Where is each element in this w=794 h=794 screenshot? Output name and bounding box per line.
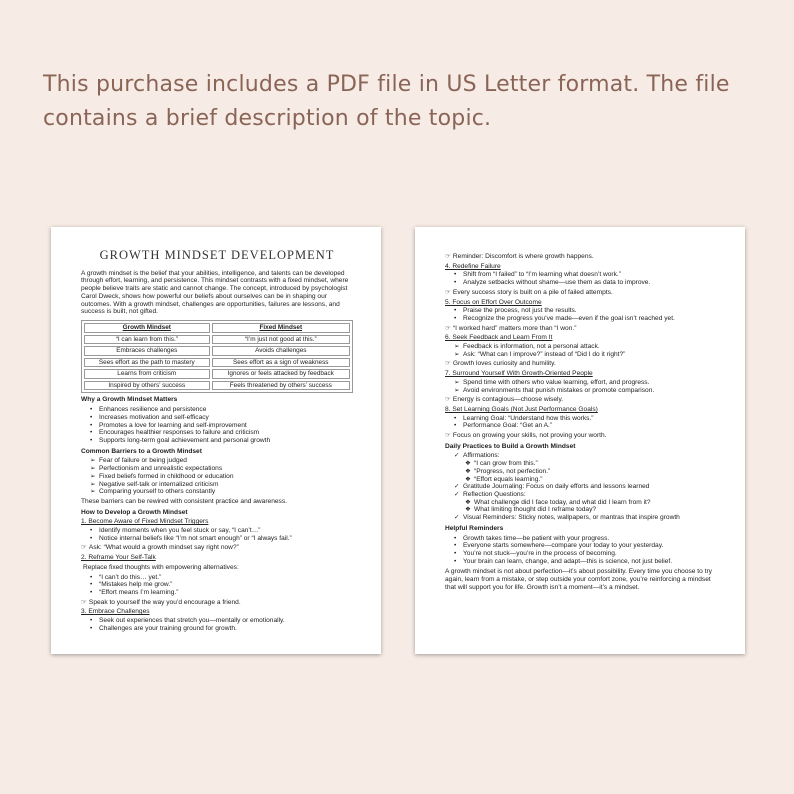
tip: ☞ Every success story is built on a pile of failed attempts. xyxy=(445,288,613,296)
section-heading-daily: Daily Practices to Build a Growth Mindset xyxy=(445,442,576,450)
diamond-icon: ❖ xyxy=(465,467,471,475)
list-item: ✓ Reflection Questions: ❖ What challenge did I face today, and what did I learn from it? ❖ What limiting thought did I reframe today? xyxy=(463,491,721,514)
intro-paragraph: A growth mindset is the belief that your abilities, intelligence, and talents can be developed through effort, learning, and persistence. This mindset contrasts with a fixed mindset, where people believe traits are static and cannot change. The concept, introduced by psychologist Carol Dweck, shows how powerful our beliefs about ourselves can be in shaping our outcomes. With a growth mindset, challenges are opportunities, failures are lessons, and success is built, not gifted. xyxy=(81,269,349,316)
list-item: ✓ Gratitude Journaling: Focus on daily efforts and lessons learned xyxy=(454,483,650,491)
tip: ☞ Ask: “What would a growth mindset say right now?” xyxy=(81,544,239,552)
table-cell: “I can learn from this.” xyxy=(84,335,210,345)
list-item: • Everyone starts somewhere—compare your today to your yesterday. xyxy=(454,542,664,550)
table-cell: Ignores or feels attacked by feedback xyxy=(212,369,350,379)
barriers-list xyxy=(81,457,353,496)
list-item: • Growth takes time—be patient with your progress. xyxy=(454,534,610,542)
table-row xyxy=(84,358,350,368)
list-item: • Supports long-term goal achievement and personal growth xyxy=(90,437,271,444)
list-item: • Identify moments when you feel stuck or say, “I can’t…” xyxy=(90,527,261,535)
list-item: • Recognize the progress you’ve made—even if the goal isn’t reached yet. xyxy=(454,314,675,322)
list-item: ❖ “I can grow from this.” xyxy=(465,460,538,468)
list-item: • Learning Goal: “Understand how this works.” xyxy=(454,414,594,422)
check-icon: ✓ xyxy=(454,490,460,498)
tip: ☞ Energy is contagious—choose wisely. xyxy=(445,396,564,404)
diamond-icon: ❖ xyxy=(465,475,471,483)
step-list xyxy=(445,343,721,358)
list-item: ➢ Ask: “What can I improve?” instead of “Did I do it right?” xyxy=(454,350,626,358)
list-item: • You’re not stuck—you’re in the process of becoming. xyxy=(454,549,617,557)
step-title: 8. Set Learning Goals (Not Just Performance Goals) xyxy=(445,405,598,413)
step-list xyxy=(445,415,721,430)
list-item: ❖ What limiting thought did I reframe today? xyxy=(465,506,597,514)
diamond-icon: ❖ xyxy=(465,498,471,506)
list-item: ➢ Fear of failure or being judged xyxy=(90,457,187,465)
list-item: • “Effort means I’m learning.” xyxy=(90,588,179,596)
step-title: 4. Redefine Failure xyxy=(445,262,501,270)
tip: ☞ Reminder: Discomfort is where growth happens. xyxy=(445,253,594,260)
list-item: • Performance Goal: “Get an A.” xyxy=(454,422,553,430)
list-item: ➢ Perfectionism and unrealistic expectations xyxy=(90,465,223,473)
table-row xyxy=(84,381,350,391)
table-cell: Sees effort as a sign of weakness xyxy=(212,358,350,368)
mindset-comparison-table xyxy=(81,320,353,394)
list-item: ✓ Visual Reminders: Sticky notes, wallpapers, or mantras that inspire growth xyxy=(454,514,680,522)
step-list xyxy=(445,307,721,322)
list-item: • Encourages healthier responses to failure and criticism xyxy=(90,429,260,437)
list-item: ❖ What challenge did I face today, and what did I learn from it? xyxy=(465,498,651,506)
tip: ☞ Speak to yourself the way you’d encourage a friend. xyxy=(81,598,241,606)
pointing-hand-icon: ☞ xyxy=(445,253,451,260)
list-item: ❖ “Effort equals learning.” xyxy=(465,475,543,483)
step-title: 6. Seek Feedback and Learn From It xyxy=(445,334,553,342)
list-item: • Shift from “I failed” to “I’m learning what doesn’t work.” xyxy=(454,271,621,279)
step-title: 5. Focus on Effort Over Outcome xyxy=(445,298,542,306)
table-row xyxy=(84,335,350,345)
section-heading-helpful: Helpful Reminders xyxy=(445,524,504,532)
table-row xyxy=(84,369,350,379)
step-list xyxy=(445,379,721,394)
affirmation-list xyxy=(463,460,721,483)
daily-list xyxy=(445,452,721,521)
list-item: • Notice internal beliefs like “I’m not smart enough” or “I always fail.” xyxy=(90,534,292,542)
step-title: 2. Reframe Your Self-Talk xyxy=(81,554,156,562)
pointing-hand-icon: ☞ xyxy=(81,598,87,606)
list-item: • Challenges are your training ground for growth. xyxy=(90,624,237,632)
pointing-hand-icon: ☞ xyxy=(445,360,451,368)
list-item: • Your brain can learn, change, and adapt—this is science, not just belief. xyxy=(454,557,673,565)
diamond-icon: ❖ xyxy=(465,460,471,468)
list-item: • Enhances resilience and persistence xyxy=(90,406,207,414)
barriers-note: These barriers can be rewired with consistent practice and awareness. xyxy=(81,497,287,505)
check-icon: ✓ xyxy=(454,483,460,491)
table-header-fixed: Fixed Mindset xyxy=(212,323,350,333)
table-cell: “I’m just not good at this.” xyxy=(212,335,350,345)
step-list xyxy=(445,271,721,286)
list-item: • Seek out experiences that stretch you—mentally or emotionally. xyxy=(90,617,285,625)
listing-description: This purchase includes a PDF file in US Letter format. The file contains a brief description of the topic. xyxy=(43,72,730,131)
list-item: ➢ Spend time with others who value learning, effort, and progress. xyxy=(454,378,650,386)
table-cell: Avoids challenges xyxy=(212,346,350,356)
why-list xyxy=(81,406,353,445)
step-list xyxy=(81,574,353,597)
section-heading-develop: How to Develop a Growth Mindset xyxy=(81,508,188,516)
table-row xyxy=(84,346,350,356)
table-cell: Inspired by others’ success xyxy=(84,381,210,391)
check-icon: ✓ xyxy=(454,514,460,522)
step-title: 1. Become Aware of Fixed Mindset Triggers xyxy=(81,518,209,526)
step-title: 7. Surround Yourself With Growth-Oriented People xyxy=(445,370,593,378)
list-item: • “I can’t do this… yet.” xyxy=(90,573,162,581)
check-icon: ✓ xyxy=(454,452,460,460)
diamond-icon: ❖ xyxy=(465,506,471,514)
document-title: GROWTH MINDSET DEVELOPMENT xyxy=(99,248,335,262)
list-item: • Praise the process, not just the results. xyxy=(454,307,577,315)
section-heading-why: Why a Growth Mindset Matters xyxy=(81,396,178,404)
table-cell: Learns from criticism xyxy=(84,369,210,379)
pointing-hand-icon: ☞ xyxy=(445,324,451,332)
list-item: ❖ “Progress, not perfection.” xyxy=(465,467,551,475)
pointing-hand-icon: ☞ xyxy=(81,544,87,552)
table-header-growth: Growth Mindset xyxy=(84,323,210,333)
pdf-page-1 xyxy=(51,227,381,654)
list-item: ➢ Negative self-talk or internalized criticism xyxy=(90,480,219,488)
list-item: ➢ Fixed beliefs formed in childhood or education xyxy=(90,472,234,480)
helpful-list xyxy=(445,535,721,566)
list-item: • Promotes a love for learning and self-improvement xyxy=(90,421,247,429)
table-cell: Embraces challenges xyxy=(84,346,210,356)
step-title: 3. Embrace Challenges xyxy=(81,608,150,616)
pdf-page-2 xyxy=(415,227,745,654)
section-heading-barriers: Common Barriers to a Growth Mindset xyxy=(81,447,202,455)
list-item: ➢ Comparing yourself to others constantly xyxy=(90,488,216,496)
pointing-hand-icon: ☞ xyxy=(445,396,451,404)
list-item: ➢ Avoid environments that punish mistakes or promote comparison. xyxy=(454,386,655,394)
list-item: • Increases motivation and self-efficacy xyxy=(90,413,209,421)
step-list xyxy=(81,527,353,542)
reflection-list xyxy=(463,499,721,514)
tip: ☞ Growth loves curiosity and humility. xyxy=(445,360,556,368)
tip: ☞ “I worked hard” matters more than “I won.” xyxy=(445,324,577,332)
step-list xyxy=(81,617,353,632)
step-lead: Replace fixed thoughts with empowering alternatives: xyxy=(83,563,239,571)
table-cell: Sees effort as the path to mastery xyxy=(84,358,210,368)
list-item: ✓ Affirmations: ❖ “I can grow from this.” ❖ “Progress, not perfection.” ❖ “Effort equals learning.” xyxy=(463,452,721,483)
pointing-hand-icon: ☞ xyxy=(445,288,451,296)
list-item: • “Mistakes help me grow.” xyxy=(90,581,173,589)
table-cell: Feels threatened by others’ success xyxy=(212,381,350,391)
closing-paragraph: A growth mindset is not about perfection—it’s about possibility. Every time you choose to try again, learn from a mistake, or step outside your comfort zone, you’re reinforcing a mindset that will support you for life. Growth isn’t a moment—it’s a mindset. xyxy=(445,568,712,591)
pointing-hand-icon: ☞ xyxy=(445,432,451,440)
list-item: • Analyze setbacks without shame—use them as data to improve. xyxy=(454,279,651,287)
tip: ☞ Focus on growing your skills, not proving your worth. xyxy=(445,432,607,440)
list-item: ➢ Feedback is information, not a personal attack. xyxy=(454,343,600,351)
